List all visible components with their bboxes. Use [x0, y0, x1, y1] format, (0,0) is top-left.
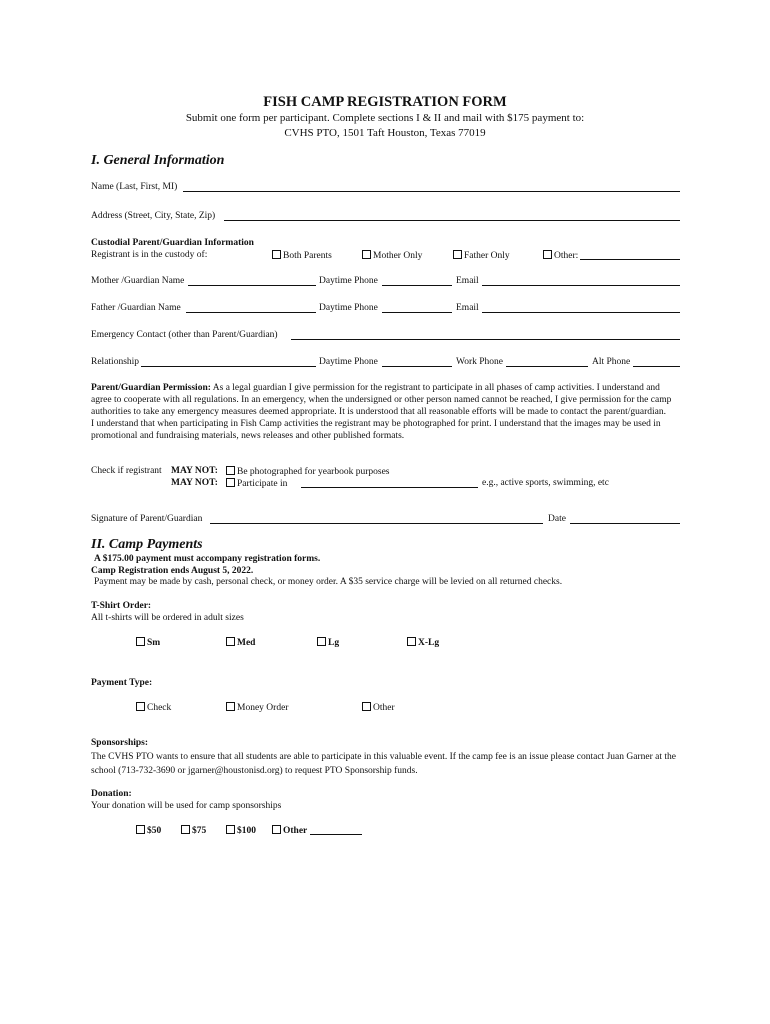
custody-father-only[interactable]: Father Only — [453, 250, 510, 261]
checkbox-icon[interactable] — [226, 466, 235, 475]
checkbox-icon[interactable] — [272, 825, 281, 834]
donation-option-50[interactable]: $50 — [136, 825, 161, 836]
checkbox-icon[interactable] — [226, 637, 235, 646]
tshirt-order-note: All t-shirts will be ordered in adult sizes — [91, 613, 244, 623]
checkbox-icon[interactable] — [317, 637, 326, 646]
checkbox-icon[interactable] — [226, 702, 235, 711]
payment-note-amount: A $175.00 payment must accompany registration forms. — [94, 554, 321, 564]
work-phone-field[interactable] — [506, 366, 588, 367]
participate-example-text: e.g., active sports, swimming, etc — [482, 478, 609, 488]
date-field[interactable] — [570, 523, 680, 524]
checkbox-icon[interactable] — [136, 637, 145, 646]
permission-text: As a legal guardian I give permission for the registrant to participate in all phases of camp activities. I understand and agree to cooperate with all regulations. In an emergency, when the undersigned or other person named cannot be reached, I give permission for the camp authorities to take any emergency measures deemed appropriate. It is understood that all reasonable efforts will be made to contact the parent/guardian. — [91, 383, 672, 417]
father-name-field[interactable] — [186, 312, 316, 313]
donation-option-75[interactable]: $75 — [181, 825, 206, 836]
mother-phone-field[interactable] — [382, 285, 452, 286]
relationship-label: Relationship — [91, 357, 140, 367]
payment-type-other[interactable]: Other — [362, 702, 395, 713]
section-general-info-heading: I. General Information — [91, 153, 225, 168]
payment-type-money-order[interactable]: Money Order — [226, 702, 288, 713]
emergency-contact-label: Emergency Contact (other than Parent/Guardian) — [91, 330, 278, 340]
donation-option-100[interactable]: $100 — [226, 825, 256, 836]
emergency-contact-field[interactable] — [291, 339, 680, 340]
emergency-phone-label: Daytime Phone — [319, 357, 378, 367]
signature-field[interactable] — [210, 523, 543, 524]
work-phone-label: Work Phone — [456, 357, 503, 367]
mother-email-field[interactable] — [482, 285, 680, 286]
signature-label: Signature of Parent/Guardian — [91, 514, 203, 524]
custody-other-field[interactable] — [580, 259, 680, 260]
payment-type-check[interactable]: Check — [136, 702, 171, 713]
form-subtitle: Submit one form per participant. Complete sections I & II and mail with $175 payment to: — [185, 112, 585, 124]
check-registrant-label: Check if registrant — [91, 466, 162, 476]
custody-other[interactable]: Other: — [543, 250, 578, 261]
checkbox-icon[interactable] — [272, 250, 281, 259]
tshirt-order-heading: T-Shirt Order: — [91, 601, 152, 611]
name-field[interactable] — [183, 191, 680, 192]
alt-phone-label: Alt Phone — [592, 357, 631, 367]
checkbox-icon[interactable] — [181, 825, 190, 834]
checkbox-icon[interactable] — [362, 702, 371, 711]
father-name-label: Father /Guardian Name — [91, 303, 181, 313]
photo-consent-text: I understand that when participating in Fish Camp activities the registrant may be photographed for print. I understand that the images may be used in promotional and fundraising materials, news releases and other published formats. — [91, 419, 661, 441]
checkbox-icon[interactable] — [136, 825, 145, 834]
donation-other-field[interactable] — [310, 834, 362, 835]
tshirt-size-sm[interactable]: Sm — [136, 637, 160, 648]
may-not-participate-option[interactable]: Participate in — [226, 478, 287, 489]
address-field[interactable] — [224, 220, 680, 221]
date-label: Date — [548, 514, 566, 524]
may-not-yearbook-option[interactable]: Be photographed for yearbook purposes — [226, 466, 390, 477]
checkbox-icon[interactable] — [453, 250, 462, 259]
address-label: Address (Street, City, State, Zip) — [91, 211, 216, 221]
father-phone-field[interactable] — [382, 312, 452, 313]
checkbox-icon[interactable] — [543, 250, 552, 259]
form-mailing-address: CVHS PTO, 1501 Taft Houston, Texas 77019 — [284, 127, 486, 139]
custodial-heading: Custodial Parent/Guardian Information — [91, 238, 254, 248]
checkbox-icon[interactable] — [136, 702, 145, 711]
donation-heading: Donation: — [91, 789, 132, 799]
payment-note-deadline: Camp Registration ends August 5, 2022. — [91, 566, 254, 576]
sponsorships-text: The CVHS PTO wants to ensure that all students are able to participate in this valuable event. If the camp fee is an issue please contact Juan Garner at the school (713-732-3690 or jgarner@houstonisd.org) to request PTO Sponsorship funds. — [91, 752, 676, 776]
emergency-phone-field[interactable] — [382, 366, 452, 367]
form-title: FISH CAMP REGISTRATION FORM — [263, 94, 507, 110]
donation-note: Your donation will be used for camp sponsorships — [91, 801, 282, 811]
tshirt-size-med[interactable]: Med — [226, 637, 255, 648]
tshirt-size-xlg[interactable]: X-Lg — [407, 637, 439, 648]
payment-type-heading: Payment Type: — [91, 678, 153, 688]
checkbox-icon[interactable] — [362, 250, 371, 259]
payment-note-methods: Payment may be made by cash, personal check, or money order. A $35 service charge will be levied on all returned checks. — [94, 577, 563, 587]
mother-name-label: Mother /Guardian Name — [91, 276, 185, 286]
section-camp-payments-heading: II. Camp Payments — [91, 537, 203, 552]
mother-name-field[interactable] — [188, 285, 316, 286]
relationship-field[interactable] — [141, 366, 316, 367]
donation-option-other[interactable]: Other — [272, 825, 307, 836]
sponsorships-heading: Sponsorships: — [91, 738, 149, 748]
father-email-field[interactable] — [482, 312, 680, 313]
tshirt-size-lg[interactable]: Lg — [317, 637, 339, 648]
checkbox-icon[interactable] — [226, 825, 235, 834]
name-label: Name (Last, First, MI) — [91, 182, 178, 192]
mother-phone-label: Daytime Phone — [319, 276, 378, 286]
father-email-label: Email — [456, 303, 479, 313]
participate-activity-field[interactable] — [301, 487, 478, 488]
checkbox-icon[interactable] — [407, 637, 416, 646]
may-not-label-2: MAY NOT: — [171, 478, 218, 488]
permission-heading: Parent/Guardian Permission: — [91, 383, 211, 393]
checkbox-icon[interactable] — [226, 478, 235, 487]
alt-phone-field[interactable] — [633, 366, 680, 367]
custody-both-parents[interactable]: Both Parents — [272, 250, 332, 261]
permission-paragraph — [91, 382, 681, 442]
custody-label: Registrant is in the custody of: — [91, 250, 208, 260]
custody-mother-only[interactable]: Mother Only — [362, 250, 422, 261]
may-not-label-1: MAY NOT: — [171, 466, 218, 476]
mother-email-label: Email — [456, 276, 479, 286]
father-phone-label: Daytime Phone — [319, 303, 378, 313]
